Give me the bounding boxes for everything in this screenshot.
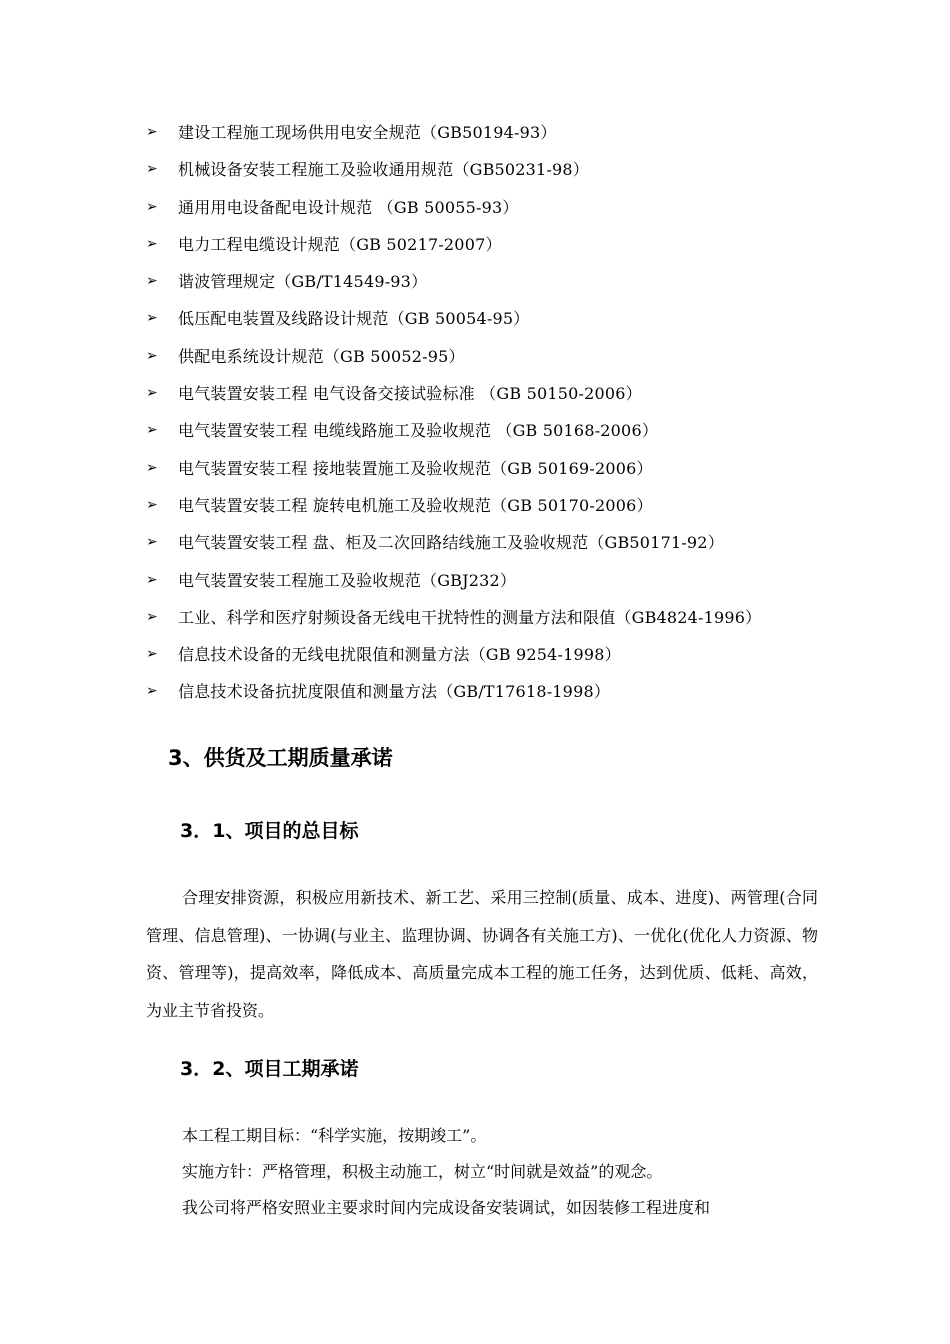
- standard-text: 信息技术设备抗扰度限值和测量方法（GB/T17618-1998）: [178, 682, 611, 702]
- standard-text: 供配电系统设计规范（GB 50052-95）: [178, 346, 465, 366]
- standard-text: 机械设备安装工程施工及验收通用规范（GB50231-98）: [178, 160, 590, 180]
- arrow-bullet-icon: ➢: [146, 198, 158, 215]
- standard-text: 通用用电设备配电设计规范 （GB 50055-93）: [178, 197, 519, 217]
- standard-item: [146, 487, 866, 524]
- arrow-bullet-icon: ➢: [146, 571, 158, 588]
- section-3-2-line: 实施方针：严格管理，积极主动施工，树立“时间就是效益”的观念。: [182, 1162, 663, 1181]
- arrow-bullet-icon: ➢: [146, 124, 158, 140]
- standard-item: [146, 599, 866, 636]
- standard-item: [146, 673, 866, 710]
- standard-item: [146, 263, 866, 300]
- section-3-2-heading: 3．2、项目工期承诺: [180, 1058, 359, 1080]
- standard-text: 建设工程施工现场供用电安全规范（GB50194-93）: [178, 123, 557, 142]
- standard-text: 电气装置安装工程施工及验收规范（GBJ232）: [178, 570, 517, 590]
- standard-item: [146, 450, 866, 487]
- arrow-bullet-icon: ➢: [146, 235, 158, 252]
- section-3-2-line: 我公司将严格安照业主要求时间内完成设备安装调试，如因装修工程进度和: [182, 1198, 711, 1217]
- standards-list: [146, 114, 866, 711]
- standard-text: 电气装置安装工程 电缆线路施工及验收规范 （GB 50168-2006）: [178, 421, 659, 441]
- section-3-2-lines: [182, 1118, 842, 1226]
- arrow-bullet-icon: ➢: [146, 683, 158, 700]
- arrow-bullet-icon: ➢: [146, 496, 158, 513]
- standard-item: [146, 636, 866, 673]
- standard-item: [146, 114, 866, 151]
- arrow-bullet-icon: ➢: [146, 385, 158, 402]
- arrow-bullet-icon: ➢: [146, 534, 158, 551]
- standard-text: 电力工程电缆设计规范（GB 50217-2007）: [178, 234, 502, 254]
- arrow-bullet-icon: ➢: [146, 161, 158, 178]
- arrow-bullet-icon: ➢: [146, 608, 158, 625]
- arrow-bullet-icon: ➢: [146, 347, 158, 364]
- standard-item: [146, 226, 866, 263]
- section-3-heading: 3、供货及工期质量承诺: [168, 746, 393, 770]
- standard-item: [146, 412, 866, 449]
- arrow-bullet-icon: ➢: [146, 646, 158, 663]
- standard-text: 电气装置安装工程 旋转电机施工及验收规范（GB 50170-2006）: [178, 495, 653, 515]
- standard-item: [146, 338, 866, 375]
- standard-item: [146, 375, 866, 412]
- section-3-1-paragraph: 合理安排资源，积极应用新技术、新工艺、采用三控制(质量、成本、进度)、两管理(合同管理、信息管理)、一协调(与业主、监理协调、协调各有关施工方)、一优化(优化人力资源、物资、管理等)，提高效率，降低成本、高质量完成本工程的施工任务，达到优质、低耗、高效，为业主节省投资。: [146, 888, 818, 1020]
- standard-text: 电气装置安装工程 接地装置施工及验收规范（GB 50169-2006）: [178, 458, 653, 478]
- standard-text: 谐波管理规定（GB/T14549-93）: [178, 272, 428, 292]
- section-3-1-heading: 3．1、项目的总目标: [180, 820, 359, 842]
- standard-item: [146, 562, 866, 599]
- standard-item: [146, 189, 866, 226]
- section-3-2-line: 本工程工期目标：“科学实施，按期竣工”。: [182, 1126, 487, 1145]
- arrow-bullet-icon: ➢: [146, 310, 158, 327]
- standard-item: [146, 300, 866, 337]
- standard-text: 信息技术设备的无线电扰限值和测量方法（GB 9254-1998）: [178, 645, 621, 665]
- standard-text: 低压配电装置及线路设计规范（GB 50054-95）: [178, 309, 530, 329]
- arrow-bullet-icon: ➢: [146, 273, 158, 290]
- standard-item: [146, 151, 866, 188]
- standard-text: 电气装置安装工程 电气设备交接试验标准 （GB 50150-2006）: [178, 384, 642, 404]
- arrow-bullet-icon: ➢: [146, 459, 158, 476]
- arrow-bullet-icon: ➢: [146, 422, 158, 439]
- standard-text: 工业、科学和医疗射频设备无线电干扰特性的测量方法和限值（GB4824-1996）: [178, 607, 762, 627]
- standard-item: [146, 524, 866, 561]
- standard-text: 电气装置安装工程 盘、柜及二次回路结线施工及验收规范（GB50171-92）: [178, 533, 724, 553]
